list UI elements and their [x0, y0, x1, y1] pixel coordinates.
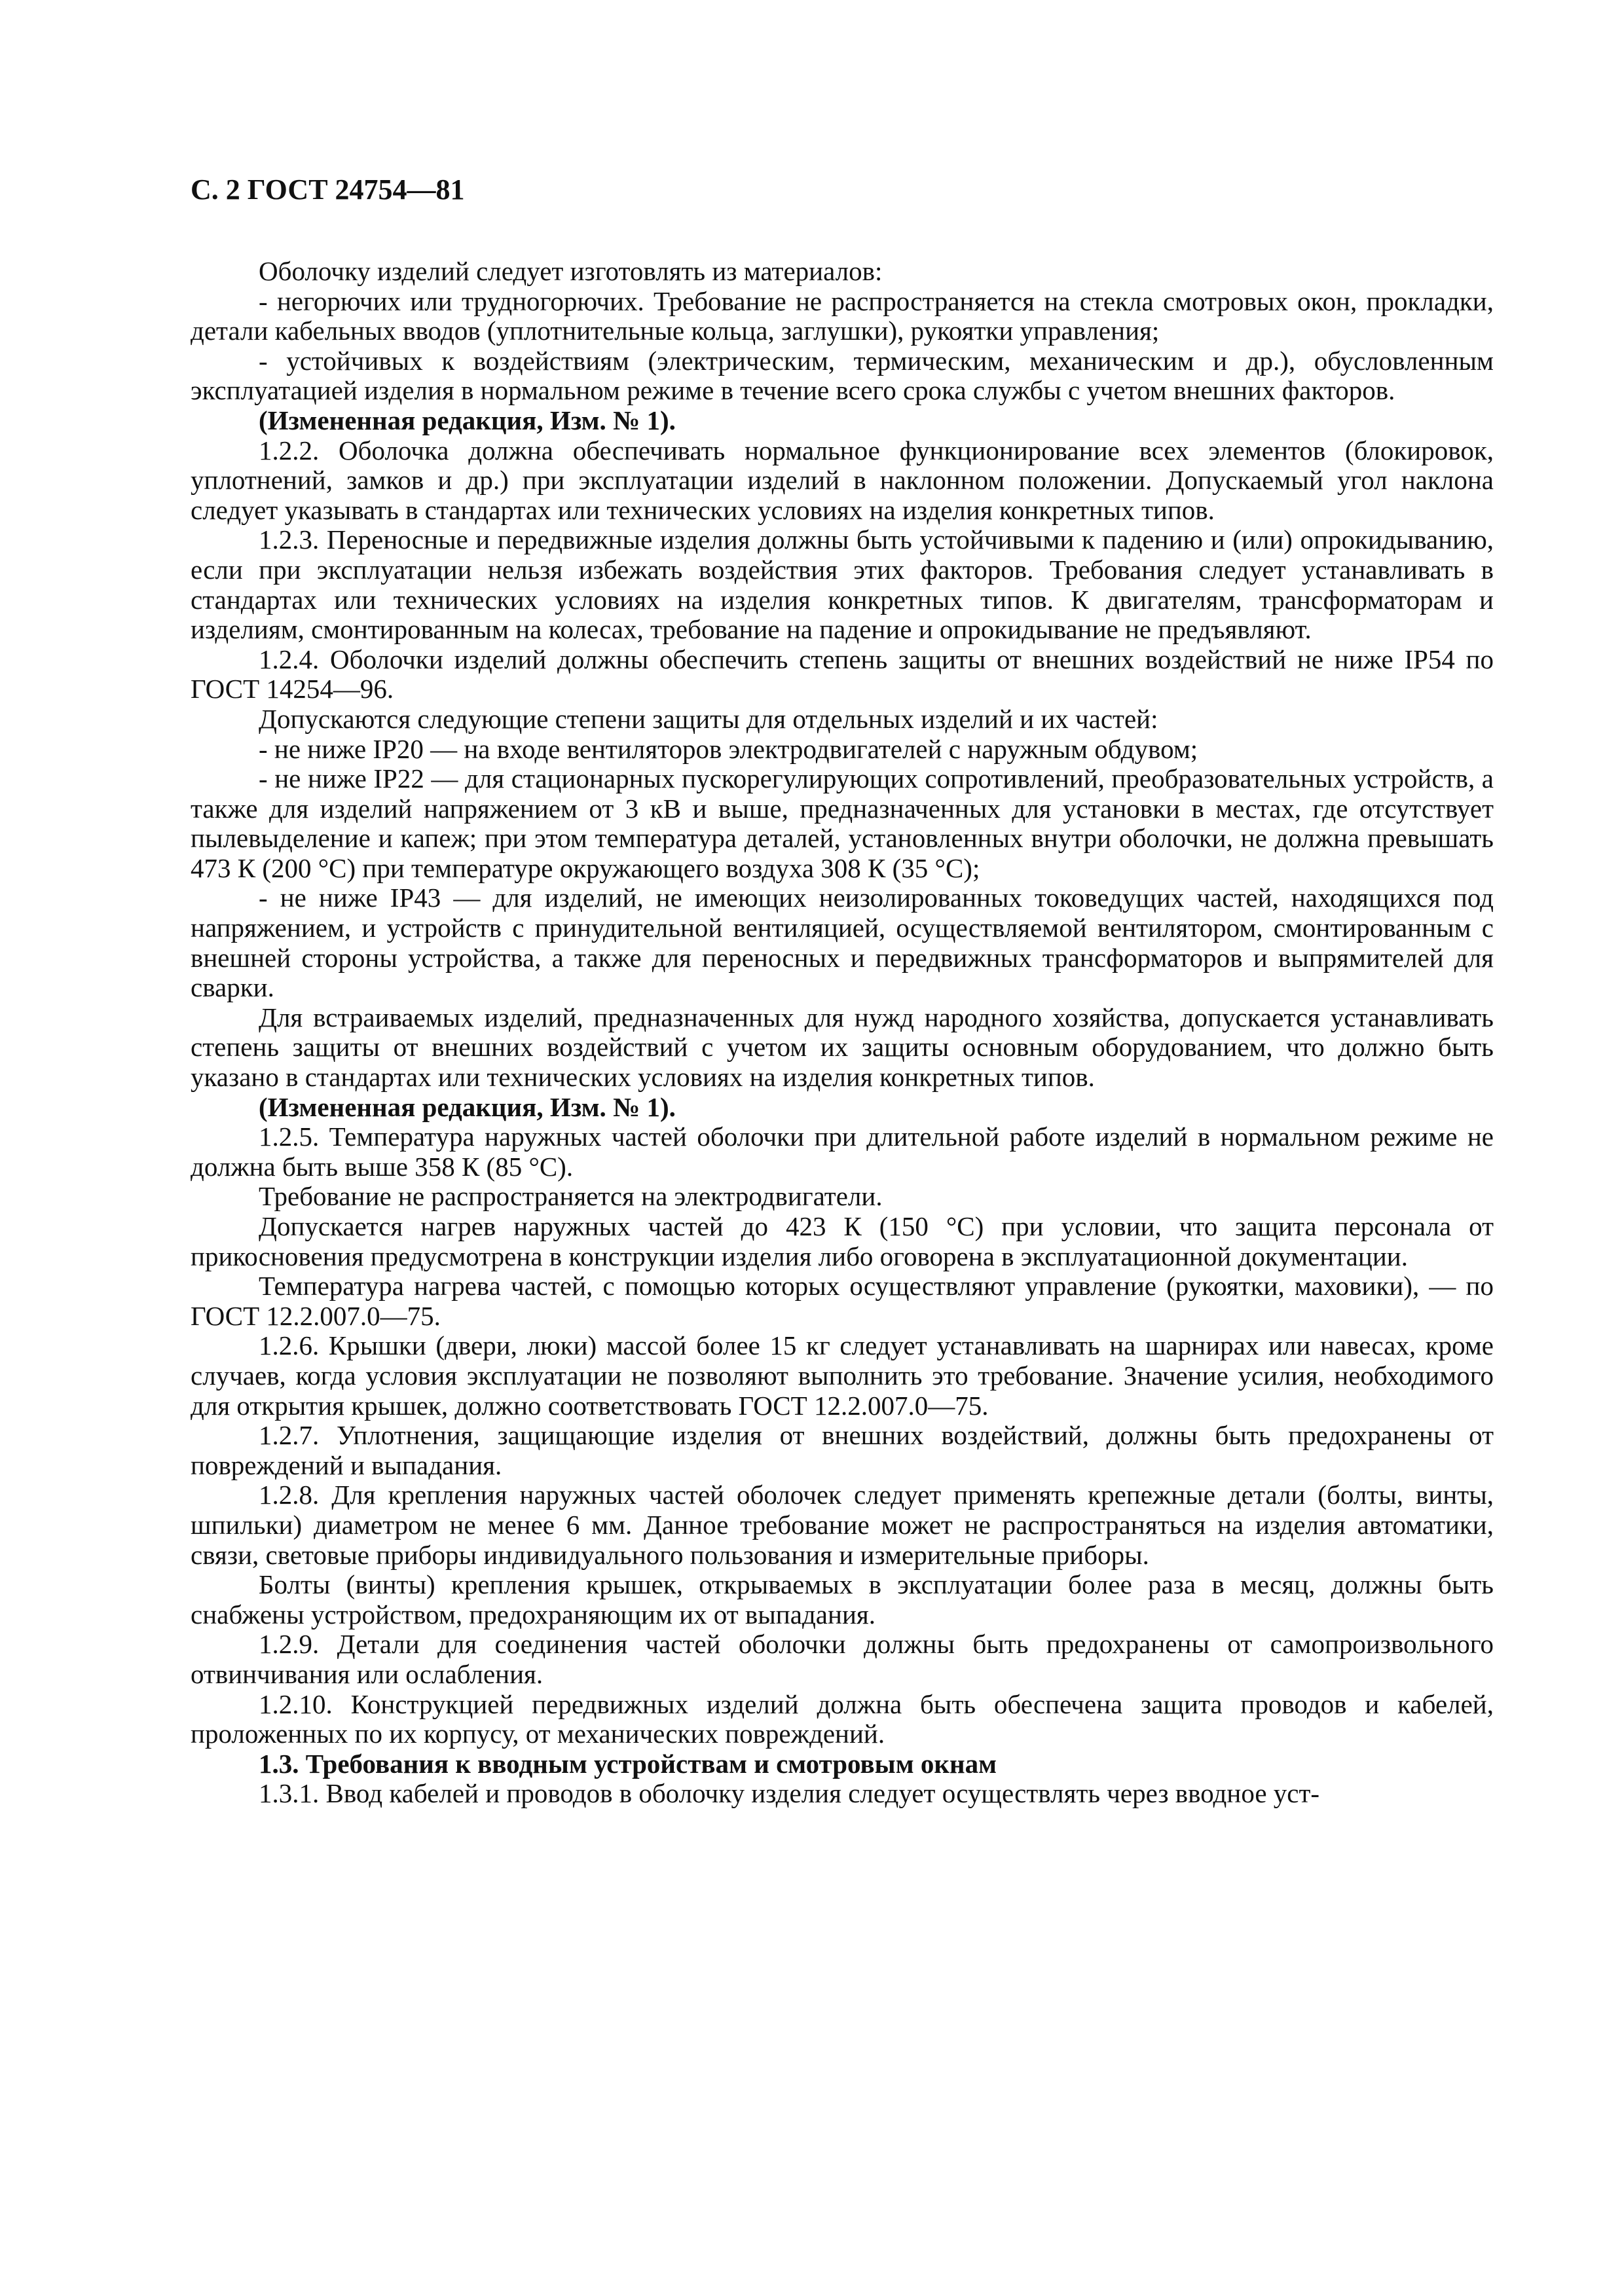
paragraph: - не ниже IP20 — на входе вентиляторов электродвигателей с наружным обдувом; [259, 733, 1198, 764]
bold-paragraph: 1.3. Требования к вводным устройствам и смотровым окнам [259, 1748, 997, 1779]
paragraph: - не ниже IP22 — для стационарных пускорегулирующих сопротивлений, преобразовательных устройств, а также для изделий напряжением от 3 кВ и выше, предназначенных для установки в местах, где отсутствует пылевыделение и капеж; при этом температура деталей, установленных внутри оболочки, не должна превышать 473 К (200 °С) при температуре окружающего воздуха 308 К (35 °С); [191, 763, 1494, 883]
paragraph: - негорючих или трудногорючих. Требование не распространяется на стекла смотровых окон, прокладки, детали кабельных вводов (уплотнительные кольца, заглушки), рукоятки управления; [191, 285, 1494, 346]
paragraph: 1.2.4. Оболочки изделий должны обеспечить степень защиты от внешних воздействий не ниже IP54 по ГОСТ 14254—96. [191, 644, 1494, 704]
paragraph: 1.2.9. Детали для соединения частей оболочки должны быть предохранены от самопроизвольного отвинчивания или ослабления. [191, 1629, 1494, 1689]
paragraph: Требование не распространяется на электродвигатели. [259, 1181, 883, 1212]
paragraph: 1.2.10. Конструкцией передвижных изделий должна быть обеспечена защита проводов и кабелей, проложенных по их корпусу, от механических повреждений. [191, 1688, 1494, 1749]
paragraph: 1.2.7. Уплотнения, защищающие изделия от внешних воздействий, должны быть предохранены от повреждений и выпадания. [191, 1420, 1494, 1480]
paragraph: - устойчивых к воздействиям (электрическим, термическим, механическим и др.), обусловленным эксплуатацией изделия в нормальном режиме в течение всего срока службы с учетом внешних факторов. [191, 345, 1494, 406]
paragraph: Допускаются следующие степени защиты для отдельных изделий и их частей: [259, 703, 1158, 734]
document-page [191, 172, 1494, 1809]
paragraph: 1.3.1. Ввод кабелей и проводов в оболочку изделия следует осуществлять через вводное уст- [259, 1778, 1320, 1809]
paragraph: Оболочку изделий следует изготовлять из материалов: [259, 256, 883, 286]
page-header: С. 2 ГОСТ 24754—81 [191, 173, 465, 206]
bold-paragraph: (Измененная редакция, Изм. № 1). [259, 1091, 676, 1122]
bold-paragraph: (Измененная редакция, Изм. № 1). [259, 405, 676, 435]
paragraph: - не ниже IP43 — для изделий, не имеющих неизолированных токоведущих частей, находящихся под напряжением, и устройств с принудительной вентиляцией, осуществляемой вентилятором, смонтированным с внешней стороны устройства, а также для переносных и передвижных трансформаторов и выпрямителей для сварки. [191, 883, 1494, 1003]
paragraph: Температура нагрева частей, с помощью которых осуществляют управление (рукоятки, маховики), — по ГОСТ 12.2.007.0—75. [191, 1271, 1494, 1331]
paragraph: 1.2.3. Переносные и передвижные изделия должны быть устойчивыми к падению и (или) опрокидыванию, если при эксплуатации нельзя избежать воздействия этих факторов. Требования следует устанавливать в стандартах или технических условиях на изделия конкретных типов. К двигателям, трансформаторам и изделиям, смонтированным на колесах, требование на падение и опрокидывание не предъявляют. [191, 524, 1494, 645]
paragraph: 1.2.8. Для крепления наружных частей оболочек следует применять крепежные детали (болты, винты, шпильки) диаметром не менее 6 мм. Данное требование может не распространяться на изделия автоматики, связи, световые приборы индивидуального пользования и измерительные приборы. [191, 1480, 1494, 1570]
paragraph: 1.2.6. Крышки (двери, люки) массой более 15 кг следует устанавливать на шарнирах или навесах, кроме случаев, когда условия эксплуатации не позволяют выполнить это требование. Значение усилия, необходимого для открытия крышек, должно соответствовать ГОСТ 12.2.007.0—75. [191, 1330, 1494, 1421]
paragraph: Для встраиваемых изделий, предназначенных для нужд народного хозяйства, допускается устанавливать степень защиты от внешних воздействий с учетом их защиты основным оборудованием, что должно быть указано в стандартах или технических условиях на изделия конкретных типов. [191, 1002, 1494, 1093]
paragraph: 1.2.5. Температура наружных частей оболочки при длительной работе изделий в нормальном режиме не должна быть выше 358 К (85 °С). [191, 1121, 1494, 1182]
paragraph: Болты (винты) крепления крышек, открываемых в эксплуатации более раза в месяц, должны быть снабжены устройством, предохраняющим их от выпадания. [191, 1569, 1494, 1630]
paragraph: 1.2.2. Оболочка должна обеспечивать нормальное функционирование всех элементов (блокировок, уплотнений, замков и др.) при эксплуатации изделий в наклонном положении. Допускаемый угол наклона следует указывать в стандартах или технических условиях на изделия конкретных типов. [191, 435, 1494, 525]
paragraph: Допускается нагрев наружных частей до 423 К (150 °С) при условии, что защита персонала от прикосновения предусмотрена в конструкции изделия либо оговорена в эксплуатационной документации. [191, 1211, 1494, 1271]
document-body [191, 257, 1494, 1809]
